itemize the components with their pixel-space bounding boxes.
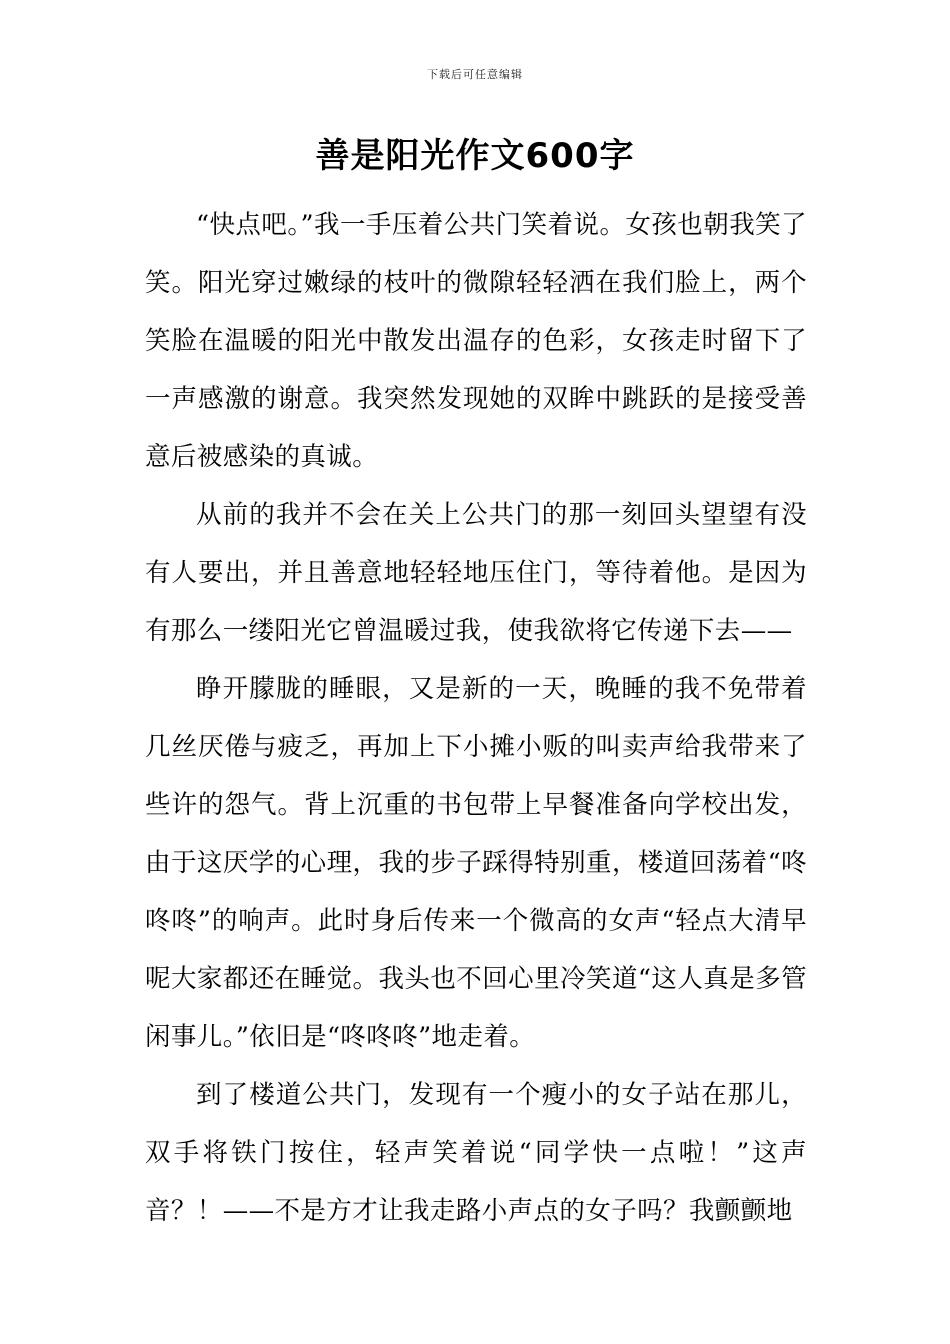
document-title: 善是阳光作文600字: [315, 136, 635, 176]
paragraph-1: “快点吧。”我一手压着公共门笑着说。女孩也朝我笑了笑。阳光穿过嫩绿的枝叶的微隙轻轻洒在我们脸上，两个笑脸在温暖的阳光中散发出温存的色彩，女孩走时留下了一声感激的谢意。我突然发现她的双眸中跳跃的是接受善意后被感染的真诚。: [145, 210, 807, 472]
document-body: [145, 196, 807, 1240]
paragraph-4: 到了楼道公共门，发现有一个瘦小的女子站在那儿，双手将铁门按住，轻声笑着说“同学快一点啦！”这声音？！——不是方才让我走路小声点的女子吗？我颤颤地: [145, 1080, 807, 1226]
paragraph-2: 从前的我并不会在关上公共门的那一刻回头望望有没有人要出，并且善意地轻轻地压住门，等待着他。是因为有那么一缕阳光它曾温暖过我，使我欲将它传递下去——: [145, 500, 807, 646]
header-note: 下载后可任意编辑: [427, 68, 523, 81]
paragraph-3: 睁开朦胧的睡眼，又是新的一天，晚睡的我不免带着几丝厌倦与疲乏，再加上下小摊小贩的叫卖声给我带来了些许的怨气。背上沉重的书包带上早餐准备向学校出发，由于这厌学的心理，我的步子踩得特别重，楼道回荡着“咚咚咚”的响声。此时身后传来一个微高的女声“轻点大清早呢大家都还在睡觉。我头也不回心里冷笑道“这人真是多管闲事儿。”依旧是“咚咚咚”地走着。: [145, 674, 807, 1052]
